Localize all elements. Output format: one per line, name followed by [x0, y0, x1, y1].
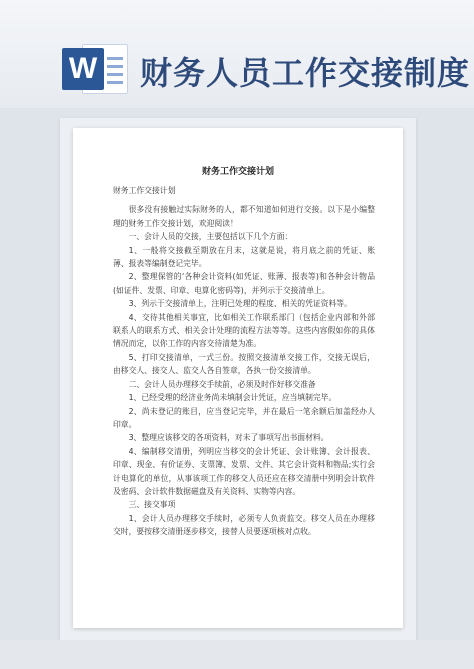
paragraph: 1、会计人员办理移交手续时，必须专人负责监交。移交人员在办理移交时，要按移交清册逐步移交，接替人员要逐项核对点收。	[113, 513, 375, 537]
paragraph: 很多没有接触过实际财务的人，都不知道如何进行交接。以下是小编整理的财务工作交接计划，欢迎阅读！	[113, 205, 375, 228]
paragraph: 5、打印交接清单，一式三份。按照交接清单交接工作，交接无误后，由移交人、接交人、监交人各自签章，各执一份交接清单。	[113, 352, 375, 376]
paragraph: 3、列示于交接清单上，注明已处理的程度、相关的凭证资料等。	[128, 299, 352, 309]
document-body	[113, 184, 375, 539]
paragraph: 三、接交事项	[128, 500, 176, 510]
paragraph: 1、已经受理的经济业务尚未填制会计凭证，应当填制完毕。	[128, 393, 337, 403]
paragraph: 2、整理保管的‘各种会计资料(如凭证、账薄、报表等)和各种会计物品(如证件、发票、印章、电算化密码等)，并列示于交接清单上。	[113, 272, 375, 295]
word-letter-tile: W	[62, 48, 104, 90]
footer-strip	[0, 640, 474, 669]
document-title: 财务工作交接计划	[201, 167, 274, 177]
paragraph: 二、会计人员办理移交手续前，必须及时作好移交准备	[128, 379, 316, 389]
paragraph: 财务工作交接计划	[113, 186, 176, 195]
banner-title: 财务人员工作交接制度	[140, 54, 471, 92]
paragraph: 一、会计人员的交接，主要包括以下几个方面：	[128, 232, 293, 242]
document-page	[73, 128, 403, 628]
word-app-icon	[62, 40, 128, 96]
paragraph: 3、整理应该移交的各项资料，对未了事项写出书面材料。	[128, 433, 329, 443]
paragraph: 1、一般将交接截至期放在月末，这就是说，将月底之前的凭证、账薄、报表等编制登记完毕。	[113, 245, 375, 269]
paragraph: 4、交待其他相关事宜，比如相关工作联系部门（包括企业内部和外部联系人的联系方式、相关会计处理的流程方法等等。这些内容假如你的具体情况而定，以你工作的内容交待清楚为准。	[113, 312, 375, 349]
paragraph: 2、尚未登记的账目，应当登记完毕，并在最后一笔余额后加盖经办人印章。	[113, 406, 375, 429]
paragraph: 4、编制移交清册，列明应当移交的会计凭证、会计账簿、会计报表、印章、现金、有价证券、支票簿、发票、文件、其它会计资料和物品;实行会计电算化的单位，从事该项工作的移交人员还应在移交清册中列明会计软件及密码、会计软件数据磁盘及有关资料、实物等内容。	[113, 446, 375, 496]
banner	[0, 0, 474, 108]
